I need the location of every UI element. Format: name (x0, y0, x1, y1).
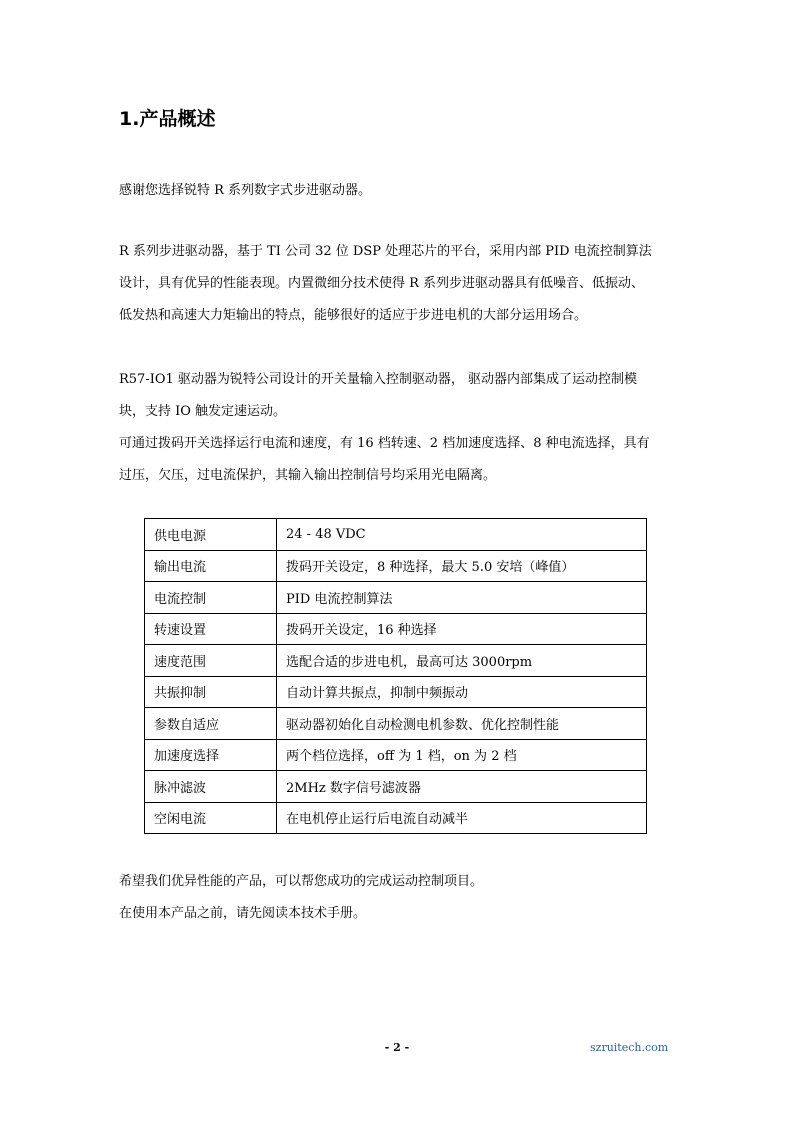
spec-label: 加速度选择 (145, 739, 277, 771)
table-row (145, 519, 647, 551)
paragraph-line: 设计，具有优异的性能表现。内置微细分技术使得 R 系列步进驱动器具有低噪音、低振动、 (119, 276, 645, 291)
section-title: 1.产品概述 (119, 108, 216, 130)
paragraph-line: 低发热和高速大力矩输出的特点，能够很好的适应于步进电机的大部分运用场合。 (119, 308, 588, 323)
spec-value: 拨码开关设定，16 种选择 (277, 613, 647, 645)
spec-value: 自动计算共振点，抑制中频振动 (277, 676, 647, 708)
table-row (145, 582, 647, 614)
spec-label: 空闲电流 (145, 802, 277, 834)
spec-label: 共振抑制 (145, 676, 277, 708)
spec-value: 拨码开关设定，8 种选择，最大 5.0 安培（峰值） (277, 550, 647, 582)
spec-label: 速度范围 (145, 645, 277, 677)
spec-value: 选配合适的步进电机，最高可达 3000rpm (277, 645, 647, 677)
paragraph-line: 过压，欠压，过电流保护，其输入输出控制信号均采用光电隔离。 (119, 468, 497, 483)
paragraph-line: 块，支持 IO 触发定速运动。 (119, 404, 287, 419)
paragraph-line: R 系列步进驱动器，基于 TI 公司 32 位 DSP 处理芯片的平台，采用内部 PID 电流控制算法 (119, 244, 652, 259)
table-row (145, 550, 647, 582)
spec-table (144, 518, 647, 834)
paragraph-line: 可通过拨码开关选择运行电流和速度，有 16 档转速、2 档加速度选择、8 种电流选择，具有 (119, 436, 650, 451)
spec-value: 24 - 48 VDC (277, 519, 647, 551)
intro-paragraph (119, 175, 679, 207)
spec-value: 2MHz 数字信号滤波器 (277, 771, 647, 803)
table-row (145, 771, 647, 803)
table-row (145, 708, 647, 740)
spec-value: 驱动器初始化自动检测电机参数、优化控制性能 (277, 708, 647, 740)
spec-value: 两个档位选择，off 为 1 档，on 为 2 档 (277, 739, 647, 771)
page-number: - 2 - (384, 1041, 410, 1054)
closing-paragraph (119, 866, 679, 930)
spec-label: 转速设置 (145, 613, 277, 645)
table-row (145, 613, 647, 645)
paragraph-line: 感谢您选择锐特 R 系列数字式步进驱动器。 (119, 183, 372, 198)
table-row (145, 676, 647, 708)
spec-label: 参数自适应 (145, 708, 277, 740)
spec-value: 在电机停止运行后电流自动减半 (277, 802, 647, 834)
spec-label: 电流控制 (145, 582, 277, 614)
spec-label: 脉冲滤波 (145, 771, 277, 803)
table-row (145, 645, 647, 677)
website-link[interactable]: szruitech.com (590, 1041, 669, 1054)
spec-value: PID 电流控制算法 (277, 582, 647, 614)
spec-label: 输出电流 (145, 550, 277, 582)
model-paragraph (119, 364, 679, 492)
table-row (145, 802, 647, 834)
paragraph-line: 希望我们优异性能的产品，可以帮您成功的完成运动控制项目。 (119, 874, 484, 889)
table-row (145, 739, 647, 771)
spec-label: 供电电源 (145, 519, 277, 551)
paragraph-line: 在使用本产品之前，请先阅读本技术手册。 (119, 906, 367, 921)
description-paragraph (119, 236, 679, 332)
paragraph-line: R57-IO1 驱动器为锐特公司设计的开关量输入控制驱动器， 驱动器内部集成了运动控制模 (119, 372, 638, 387)
